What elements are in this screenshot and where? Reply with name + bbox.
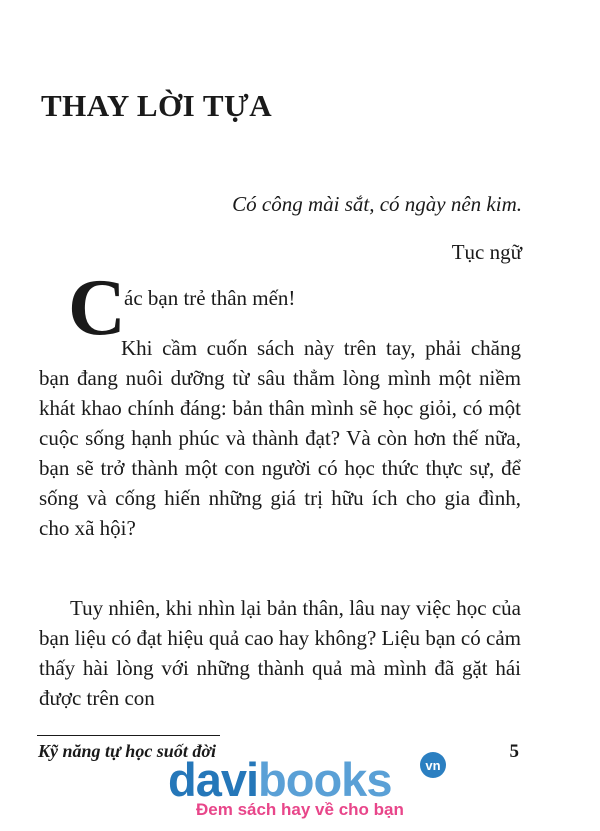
epigraph-source: Tục ngữ [451, 240, 522, 264]
page-number: 5 [509, 741, 519, 762]
footer-rule [37, 735, 220, 736]
running-footer-title: Kỹ năng tự học suốt đời [38, 741, 216, 761]
epigraph: Có công mài sắt, có ngày nên kim. [232, 192, 522, 216]
vn-badge: vn [420, 752, 446, 778]
paragraph-2: Tuy nhiên, khi nhìn lại bản thân, lâu nay việc học của bạn liệu có đạt hiệu quả cao hay không? Liệu bạn có cảm thấy hài lòng với những thành quả mà mình đã gặt hái được trên con [39, 596, 521, 710]
davibooks-logo [168, 752, 391, 807]
greeting-line: ác bạn trẻ thân mến! [124, 286, 296, 310]
chapter-title: THAY LỜI TỰA [41, 88, 273, 123]
drop-cap: C [68, 264, 126, 352]
watermark-slogan: Đem sách hay về cho bạn [196, 800, 404, 819]
logo-part-2: books [258, 753, 392, 806]
paragraph-1 [39, 333, 521, 543]
paragraph-1-text: Khi cầm cuốn sách này trên tay, phải chăng bạn đang nuôi dưỡng từ sâu thẳm lòng mình một niềm khát khao chính đáng: bản thân mình sẽ học giỏi, có một cuộc sống hạnh phúc và thành đạt? Và còn hơn thế nữa, bạn sẽ trở thành một con người có học thức thực sự, để sống và cống hiến những giá trị hữu ích cho gia đình, cho xã hội? [39, 336, 521, 540]
logo-part-1: davi [168, 753, 259, 806]
